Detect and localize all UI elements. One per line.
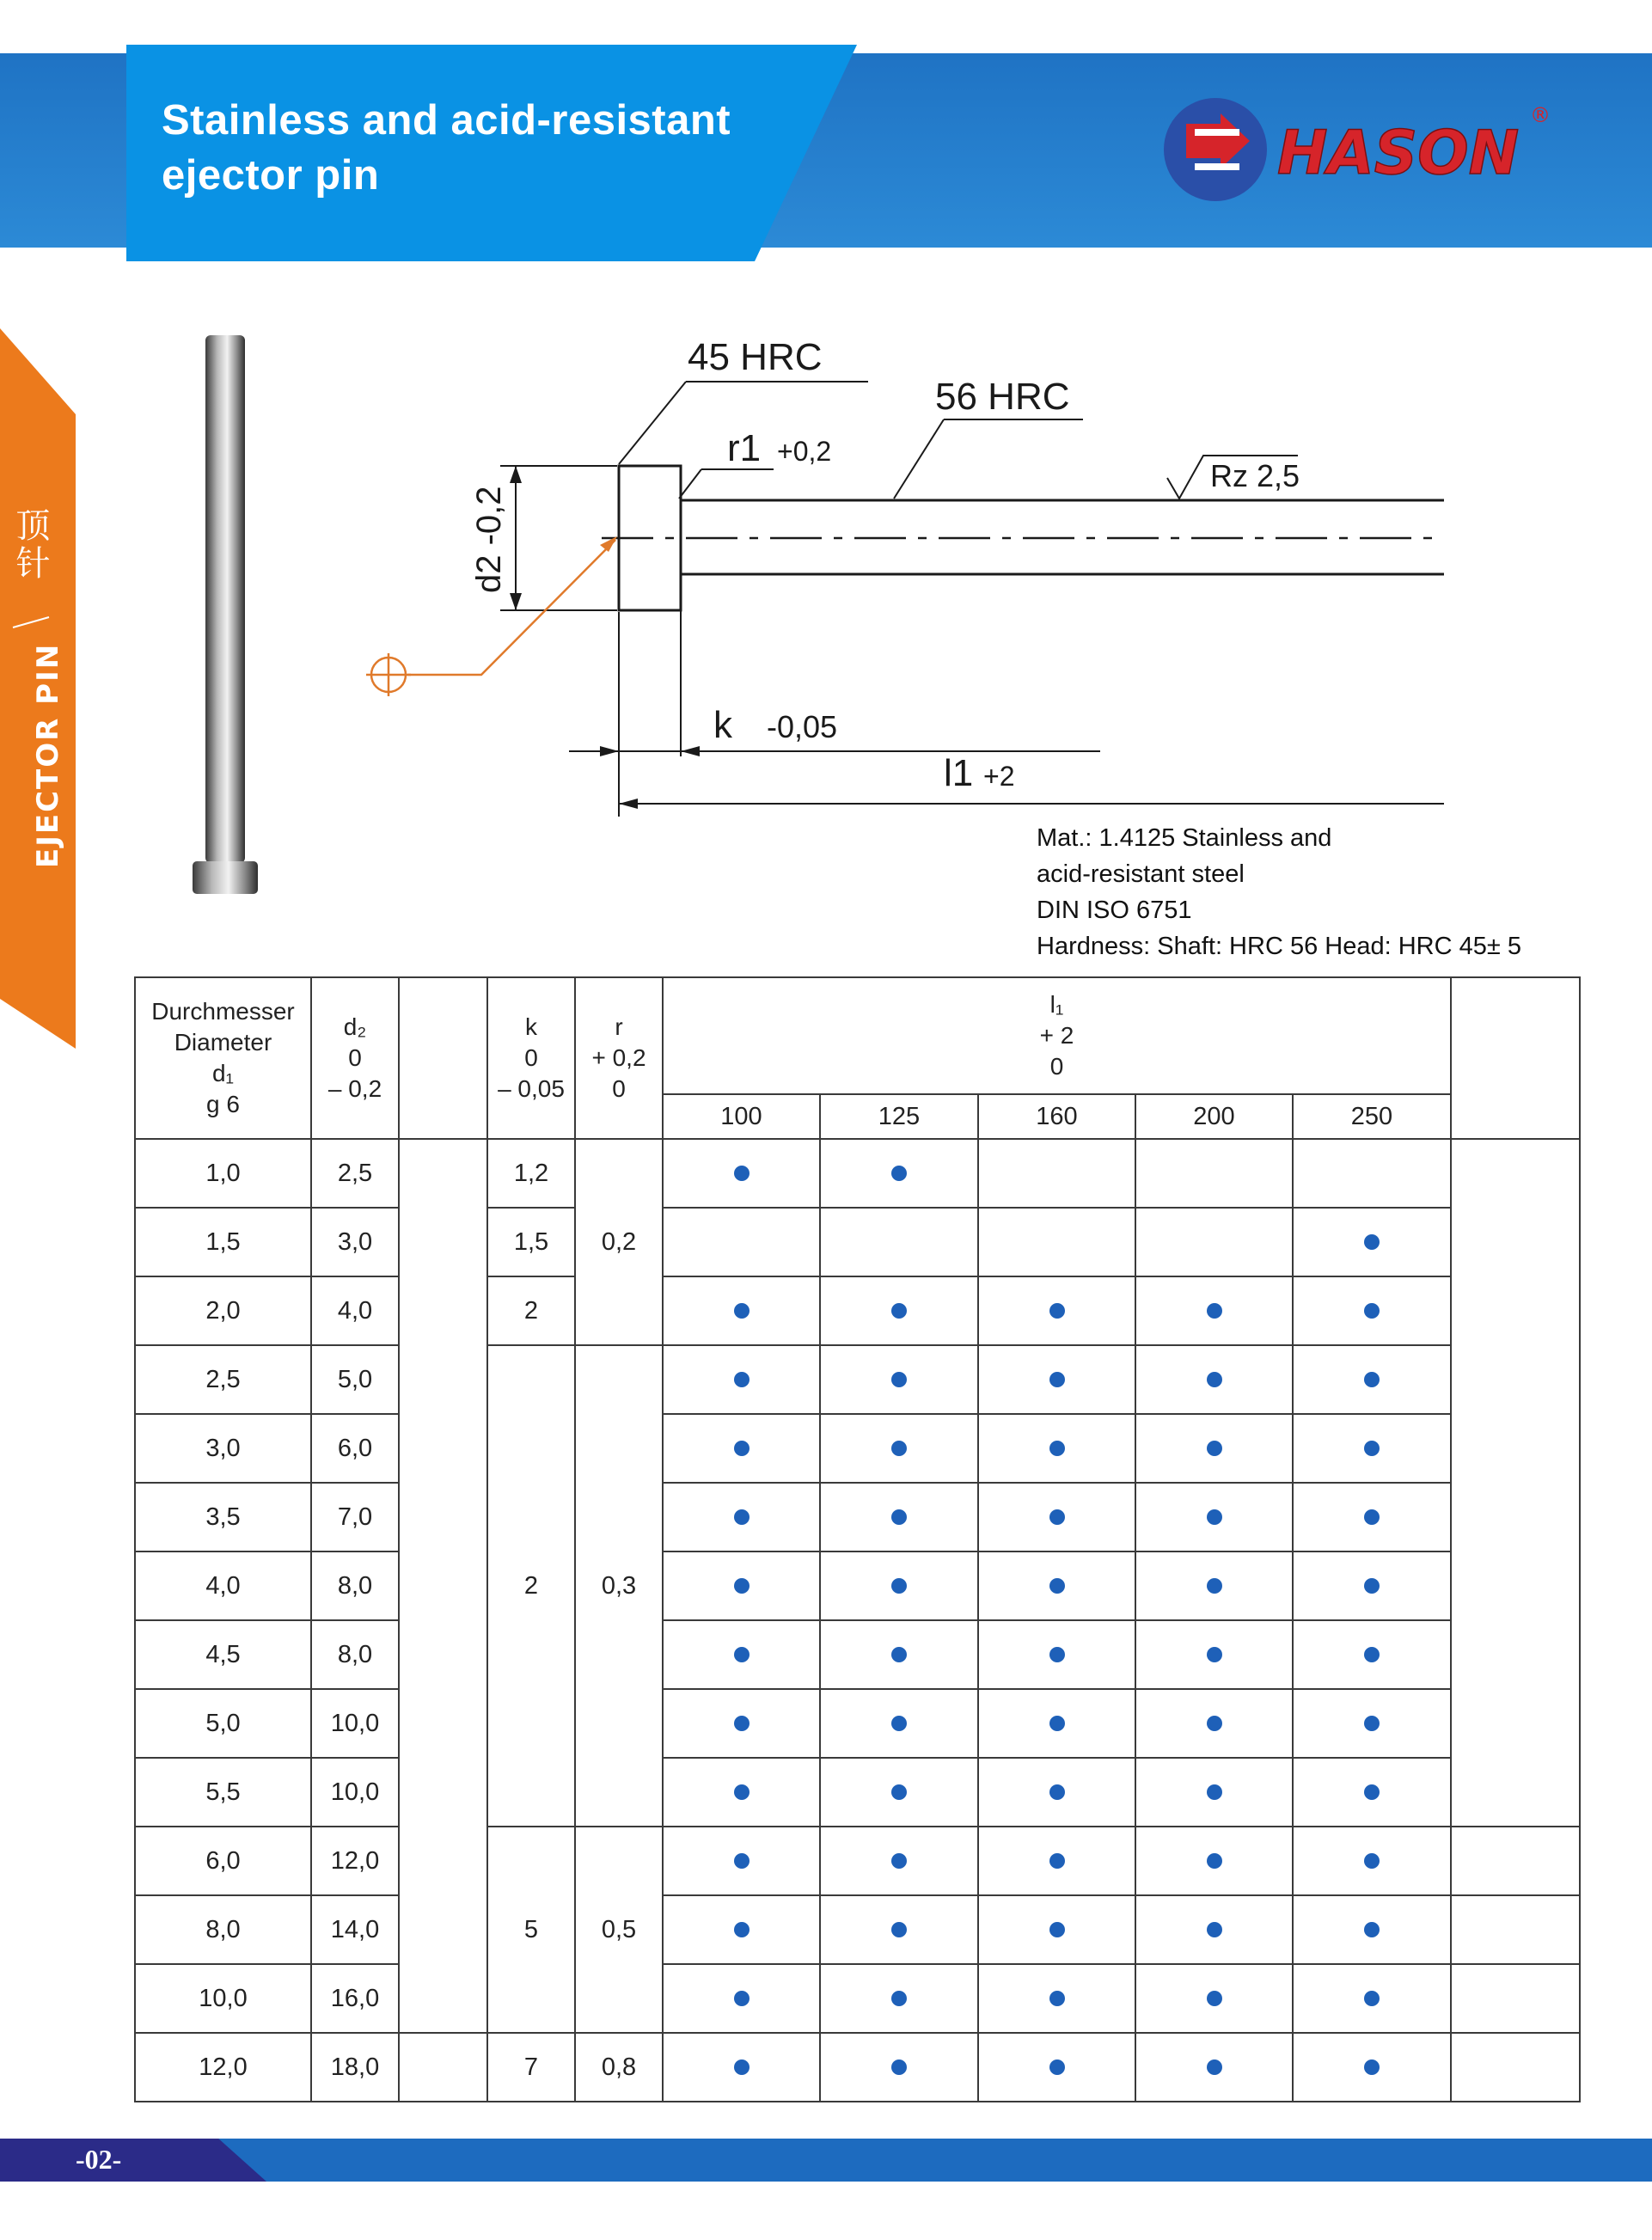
availability-cell (820, 1895, 978, 1964)
availability-cell (978, 1689, 1135, 1758)
availability-cell (663, 1620, 820, 1689)
availability-cell (820, 1758, 978, 1827)
availability-dot (891, 1372, 907, 1387)
d1-cell: 3,0 (135, 1414, 311, 1483)
header-r (575, 977, 663, 1139)
k-cell: 2 (487, 1276, 575, 1345)
availability-dot (1207, 1303, 1222, 1319)
header-diameter-line: Durchmesser (151, 998, 295, 1025)
shaft-hardness-label: 56 HRC (935, 376, 1070, 418)
blank-cell (399, 1139, 487, 2033)
length-header: 160 (978, 1094, 1135, 1139)
availability-cell (978, 2033, 1135, 2102)
radius-tolerance: +0,2 (777, 436, 832, 467)
header-k-line: – 0,05 (498, 1075, 565, 1102)
table-row (135, 1827, 1580, 1895)
radius-label: r1 (727, 427, 762, 469)
k-label: k (713, 704, 732, 746)
availability-dot (891, 1647, 907, 1662)
side-tab-labels (4, 507, 71, 885)
table-row (135, 1276, 1580, 1345)
logo-text: HASON (1277, 118, 1520, 188)
d2-cell: 10,0 (311, 1758, 399, 1827)
r-cell: 0,2 (575, 1139, 663, 1345)
availability-cell (663, 1689, 820, 1758)
availability-dot (1364, 1441, 1380, 1456)
table-row (135, 2033, 1580, 2102)
availability-dot (891, 1441, 907, 1456)
availability-dot (1207, 1922, 1222, 1937)
material-line-1: Mat.: 1.4125 Stainless and (1037, 824, 1332, 852)
page-title (162, 93, 815, 203)
d2-cell: 5,0 (311, 1345, 399, 1414)
availability-dot (1364, 1578, 1380, 1594)
availability-cell (663, 1758, 820, 1827)
availability-cell (1293, 1620, 1451, 1689)
availability-dot (1049, 1647, 1065, 1662)
availability-cell (978, 1414, 1135, 1483)
availability-dot (891, 1853, 907, 1869)
availability-dot (1207, 1372, 1222, 1387)
availability-dot (1364, 1716, 1380, 1731)
header-l1 (663, 977, 1451, 1094)
availability-dot (1207, 1441, 1222, 1456)
availability-dot (1207, 1647, 1222, 1662)
header-l1-line: l₁ (1049, 991, 1064, 1018)
extra-cell (1451, 1964, 1580, 2033)
availability-cell (1135, 1139, 1293, 1208)
table-row (135, 1551, 1580, 1620)
availability-cell (978, 1758, 1135, 1827)
availability-cell (1293, 1483, 1451, 1551)
d1-cell: 3,5 (135, 1483, 311, 1551)
header-diameter-line: Diameter (174, 1029, 272, 1056)
availability-dot (1049, 2059, 1065, 2075)
availability-cell (1293, 1827, 1451, 1895)
d1-cell: 8,0 (135, 1895, 311, 1964)
availability-cell (1135, 1620, 1293, 1689)
header-l1-line: 0 (1049, 1053, 1064, 1080)
material-line-4: Hardness: Shaft: HRC 56 Head: HRC 45± 5 (1037, 933, 1521, 960)
header-r-line: r (615, 1013, 623, 1040)
availability-cell (1293, 1414, 1451, 1483)
availability-dot (891, 1784, 907, 1800)
header-diameter-line: g 6 (206, 1091, 240, 1117)
d1-cell: 1,5 (135, 1208, 311, 1276)
availability-dot (891, 1991, 907, 2006)
material-line-3: DIN ISO 6751 (1037, 897, 1192, 924)
availability-cell (978, 1551, 1135, 1620)
availability-dot (734, 1784, 750, 1800)
availability-cell (978, 1895, 1135, 1964)
availability-dot (734, 1441, 750, 1456)
availability-dot (1049, 1716, 1065, 1731)
availability-cell (1293, 1964, 1451, 2033)
table-row (135, 1620, 1580, 1689)
availability-cell (820, 1208, 978, 1276)
availability-dot (1207, 2059, 1222, 2075)
length-header: 250 (1293, 1094, 1451, 1139)
availability-cell (1293, 2033, 1451, 2102)
availability-cell (820, 1345, 978, 1414)
availability-cell (1293, 1689, 1451, 1758)
blank-cell (399, 2033, 487, 2102)
availability-dot (1364, 1853, 1380, 1869)
availability-dot (1207, 1716, 1222, 1731)
side-tab-english: EJECTOR PIN (31, 642, 65, 868)
d1-cell: 12,0 (135, 2033, 311, 2102)
head-hardness-label: 45 HRC (688, 336, 823, 378)
header-diameter-line: d₁ (211, 1060, 235, 1086)
header-d2 (311, 977, 399, 1139)
availability-dot (734, 1372, 750, 1387)
d2-cell: 8,0 (311, 1620, 399, 1689)
availability-dot (734, 1509, 750, 1525)
header-k (487, 977, 575, 1139)
k-cell: 7 (487, 2033, 575, 2102)
availability-cell (820, 1827, 978, 1895)
availability-cell (978, 1964, 1135, 2033)
d2-cell: 18,0 (311, 2033, 399, 2102)
l1-tolerance: +2 (983, 761, 1015, 792)
availability-cell (820, 2033, 978, 2102)
availability-cell (663, 1551, 820, 1620)
availability-dot (734, 1647, 750, 1662)
availability-cell (663, 1827, 820, 1895)
availability-dot (891, 1303, 907, 1319)
availability-cell (978, 1139, 1135, 1208)
length-header: 200 (1135, 1094, 1293, 1139)
availability-dot (1207, 1509, 1222, 1525)
availability-dot (1364, 1509, 1380, 1525)
extra-cell (1451, 1827, 1580, 1895)
availability-dot (1207, 1991, 1222, 2006)
availability-cell (978, 1345, 1135, 1414)
availability-cell (820, 1620, 978, 1689)
availability-cell (1135, 1208, 1293, 1276)
availability-cell (1135, 1895, 1293, 1964)
availability-dot (891, 1578, 907, 1594)
availability-cell (1135, 1414, 1293, 1483)
availability-dot (1207, 1853, 1222, 1869)
availability-cell (663, 1345, 820, 1414)
availability-dot (1364, 1303, 1380, 1319)
availability-cell (820, 1414, 978, 1483)
availability-cell (663, 1483, 820, 1551)
d1-cell: 5,0 (135, 1689, 311, 1758)
spec-table (134, 976, 1581, 2102)
k-tolerance: -0,05 (767, 709, 838, 744)
d1-cell: 2,5 (135, 1345, 311, 1414)
availability-dot (1049, 1922, 1065, 1937)
logo-registered-mark: ® (1530, 103, 1551, 127)
availability-dot (1364, 1234, 1380, 1250)
extra-cell (1451, 2033, 1580, 2102)
d2-cell: 2,5 (311, 1139, 399, 1208)
table-row (135, 1964, 1580, 2033)
material-line-2: acid-resistant steel (1037, 860, 1245, 888)
availability-cell (1293, 1758, 1451, 1827)
d2-cell: 8,0 (311, 1551, 399, 1620)
availability-cell (663, 2033, 820, 2102)
availability-dot (1207, 1578, 1222, 1594)
d2-cell: 3,0 (311, 1208, 399, 1276)
availability-cell (663, 1414, 820, 1483)
d2-cell: 10,0 (311, 1689, 399, 1758)
availability-cell (820, 1551, 978, 1620)
table-row (135, 1689, 1580, 1758)
availability-cell (1293, 1208, 1451, 1276)
availability-cell (1135, 1483, 1293, 1551)
table-row (135, 1758, 1580, 1827)
availability-dot (734, 1922, 750, 1937)
availability-dot (891, 2059, 907, 2075)
d2-cell: 12,0 (311, 1827, 399, 1895)
header-r-line: 0 (612, 1075, 626, 1102)
availability-cell (978, 1483, 1135, 1551)
availability-cell (1135, 1827, 1293, 1895)
d2-cell: 4,0 (311, 1276, 399, 1345)
k-cell: 2 (487, 1345, 575, 1827)
length-header: 125 (820, 1094, 978, 1139)
availability-cell (1293, 1895, 1451, 1964)
availability-dot (734, 2059, 750, 2075)
header-k-line: 0 (524, 1044, 538, 1071)
l1-label: l1 (944, 752, 974, 794)
technical-drawing (327, 327, 1444, 842)
d2-cell: 6,0 (311, 1414, 399, 1483)
side-tab-chinese: 顶针 (10, 507, 50, 583)
d2-cell: 14,0 (311, 1895, 399, 1964)
length-header: 100 (663, 1094, 820, 1139)
d1-cell: 4,0 (135, 1551, 311, 1620)
d2-cell: 16,0 (311, 1964, 399, 2033)
availability-cell (978, 1620, 1135, 1689)
k-cell: 1,5 (487, 1208, 575, 1276)
header-extra (1451, 977, 1580, 1139)
availability-cell (1135, 1276, 1293, 1345)
table-row (135, 1414, 1580, 1483)
header-diameter (135, 977, 311, 1139)
availability-dot (1049, 1303, 1065, 1319)
availability-dot (891, 1922, 907, 1937)
availability-cell (978, 1208, 1135, 1276)
availability-cell (1293, 1551, 1451, 1620)
availability-dot (1049, 1991, 1065, 2006)
availability-dot (1364, 1647, 1380, 1662)
availability-cell (663, 1276, 820, 1345)
availability-cell (663, 1208, 820, 1276)
availability-dot (1364, 1922, 1380, 1937)
availability-cell (820, 1276, 978, 1345)
table-row (135, 1139, 1580, 1208)
availability-cell (1135, 2033, 1293, 2102)
d2-cell: 7,0 (311, 1483, 399, 1551)
page-number: -02- (76, 2144, 122, 2175)
header-d2-line: d₂ (343, 1013, 367, 1040)
table-row (135, 1345, 1580, 1414)
header-d2-line: – 0,2 (327, 1075, 382, 1102)
d1-cell: 1,0 (135, 1139, 311, 1208)
table-row (135, 1208, 1580, 1276)
availability-cell (663, 1139, 820, 1208)
r-cell: 0,8 (575, 2033, 663, 2102)
availability-dot (1364, 1991, 1380, 2006)
availability-cell (820, 1483, 978, 1551)
availability-cell (1293, 1139, 1451, 1208)
extra-cell (1451, 1139, 1580, 1827)
header-d2-line: 0 (348, 1044, 362, 1071)
title-line-1: Stainless and acid-resistant (162, 97, 731, 144)
availability-dot (734, 1716, 750, 1731)
k-cell: 1,2 (487, 1139, 575, 1208)
availability-dot (1049, 1372, 1065, 1387)
d1-cell: 4,5 (135, 1620, 311, 1689)
availability-cell (663, 1964, 820, 2033)
availability-cell (978, 1276, 1135, 1345)
r-cell: 0,5 (575, 1827, 663, 2033)
k-cell: 5 (487, 1827, 575, 2033)
d2-label: d2 -0,2 (470, 486, 508, 593)
roughness-label: Rz 2,5 (1210, 458, 1300, 493)
availability-cell (820, 1689, 978, 1758)
availability-cell (820, 1139, 978, 1208)
header-k-line: k (525, 1013, 537, 1040)
availability-dot (891, 1716, 907, 1731)
availability-cell (1135, 1689, 1293, 1758)
availability-cell (1135, 1758, 1293, 1827)
availability-dot (1364, 1784, 1380, 1800)
availability-dot (734, 1578, 750, 1594)
availability-cell (820, 1964, 978, 2033)
extra-cell (1451, 1895, 1580, 1964)
header-blank (399, 977, 487, 1139)
availability-dot (1049, 1441, 1065, 1456)
availability-cell (1293, 1345, 1451, 1414)
availability-dot (734, 1166, 750, 1181)
r-cell: 0,3 (575, 1345, 663, 1827)
availability-cell (1293, 1276, 1451, 1345)
availability-dot (734, 1853, 750, 1869)
availability-cell (1135, 1345, 1293, 1414)
hason-logo (1160, 89, 1564, 210)
availability-dot (734, 1303, 750, 1319)
availability-dot (1364, 2059, 1380, 2075)
header-l1-line: + 2 (1039, 1022, 1074, 1049)
availability-dot (1049, 1509, 1065, 1525)
availability-dot (891, 1509, 907, 1525)
d1-cell: 2,0 (135, 1276, 311, 1345)
ejector-pin-photo (182, 330, 268, 897)
d1-cell: 6,0 (135, 1827, 311, 1895)
material-notes (1037, 820, 1521, 964)
availability-dot (1207, 1784, 1222, 1800)
table-row (135, 1895, 1580, 1964)
availability-cell (978, 1827, 1135, 1895)
availability-cell (1135, 1964, 1293, 2033)
d1-cell: 5,5 (135, 1758, 311, 1827)
availability-dot (1049, 1784, 1065, 1800)
availability-dot (891, 1166, 907, 1181)
header-r-line: + 0,2 (591, 1044, 646, 1071)
d1-cell: 10,0 (135, 1964, 311, 2033)
availability-cell (663, 1895, 820, 1964)
availability-dot (1049, 1578, 1065, 1594)
availability-cell (1135, 1551, 1293, 1620)
availability-dot (734, 1991, 750, 2006)
availability-dot (1364, 1372, 1380, 1387)
table-row (135, 1483, 1580, 1551)
availability-dot (1049, 1853, 1065, 1869)
title-line-2: ejector pin (162, 152, 380, 199)
